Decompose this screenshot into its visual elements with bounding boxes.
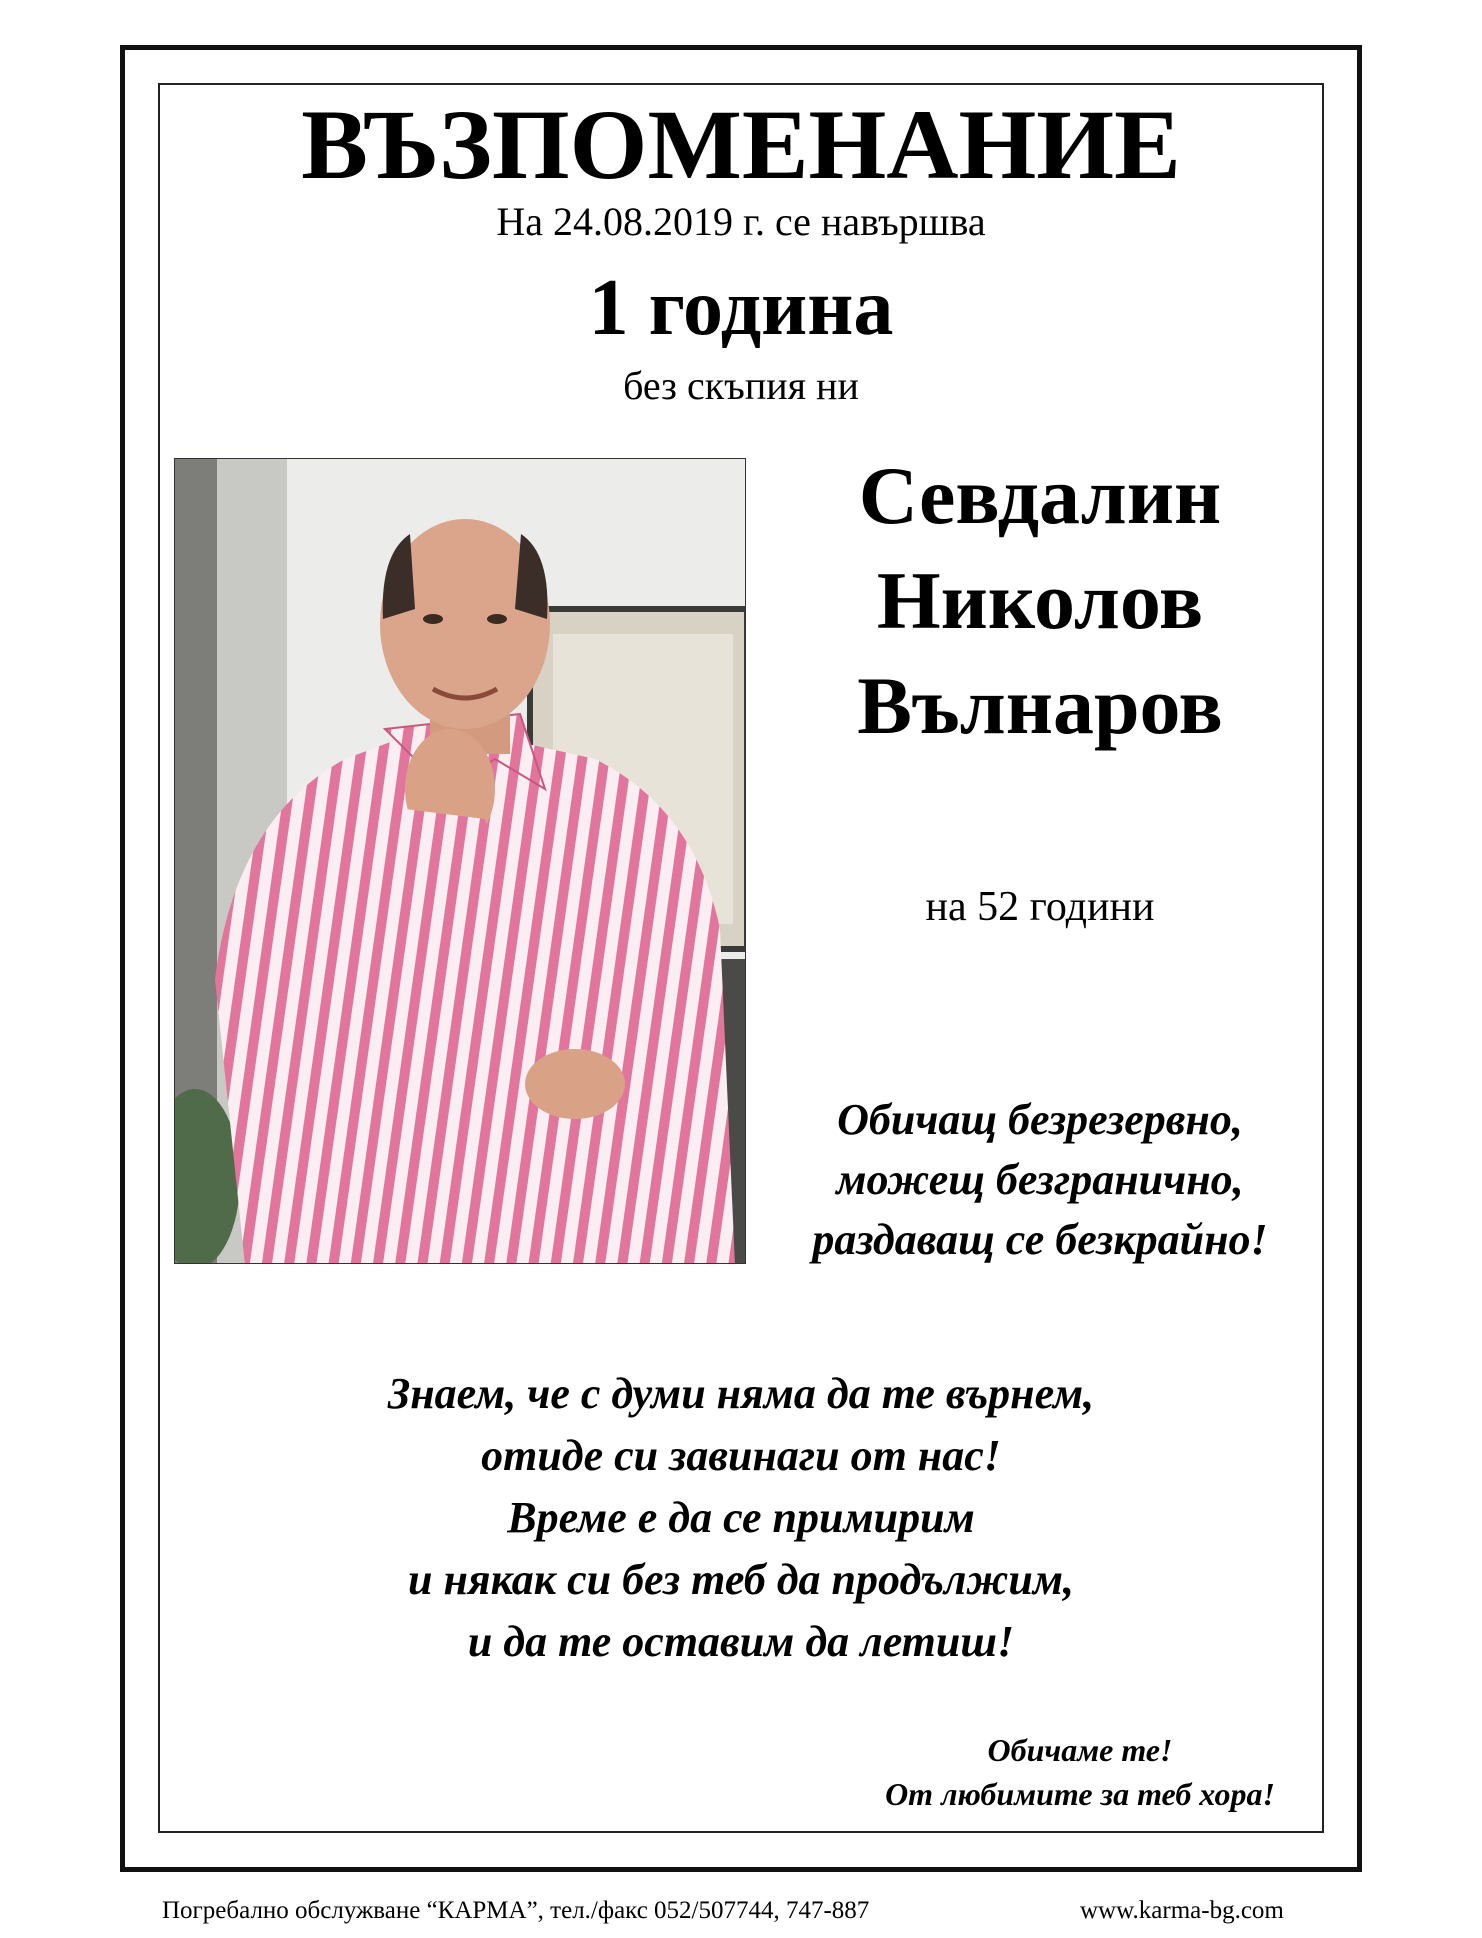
notice-duration: 1 година <box>588 264 894 352</box>
person-age: на 52 години <box>925 884 1155 930</box>
poem-line: и някак си без теб да продължим, <box>408 1555 1074 1604</box>
quote-line: можещ безгранично, <box>836 1155 1244 1204</box>
notice-without: без скъпия ни <box>623 363 859 408</box>
footer-company: Погребално обслужване “КАРМА”, тел./факс 052/507744, 747-887 <box>162 1897 870 1924</box>
poem-line: Знаем, че с думи няма да те върнем, <box>387 1369 1095 1418</box>
poem-line: отиде си завинаги от нас! <box>481 1431 1001 1480</box>
poem-line: Време е да се примирим <box>507 1493 975 1542</box>
person-name-last: Вълнаров <box>857 660 1223 751</box>
person-name-middle: Николов <box>876 555 1204 646</box>
closing-line: От любимите за теб хора! <box>885 1776 1275 1812</box>
notice-date-line: На 24.08.2019 г. се навършва <box>496 199 986 244</box>
quote-line: Обичащ безрезервно, <box>837 1095 1243 1144</box>
notice-title: ВЪЗПОМЕНАНИЕ <box>301 89 1181 200</box>
footer-website[interactable]: www.karma-bg.com <box>1080 1897 1284 1924</box>
portrait-photo <box>174 458 746 1264</box>
poem-line: и да те оставим да летиш! <box>467 1617 1015 1666</box>
quote-line: раздаващ се безкрайно! <box>812 1215 1268 1264</box>
person-name-first: Севдалин <box>858 450 1222 541</box>
closing-line: Обичаме те! <box>987 1732 1173 1768</box>
